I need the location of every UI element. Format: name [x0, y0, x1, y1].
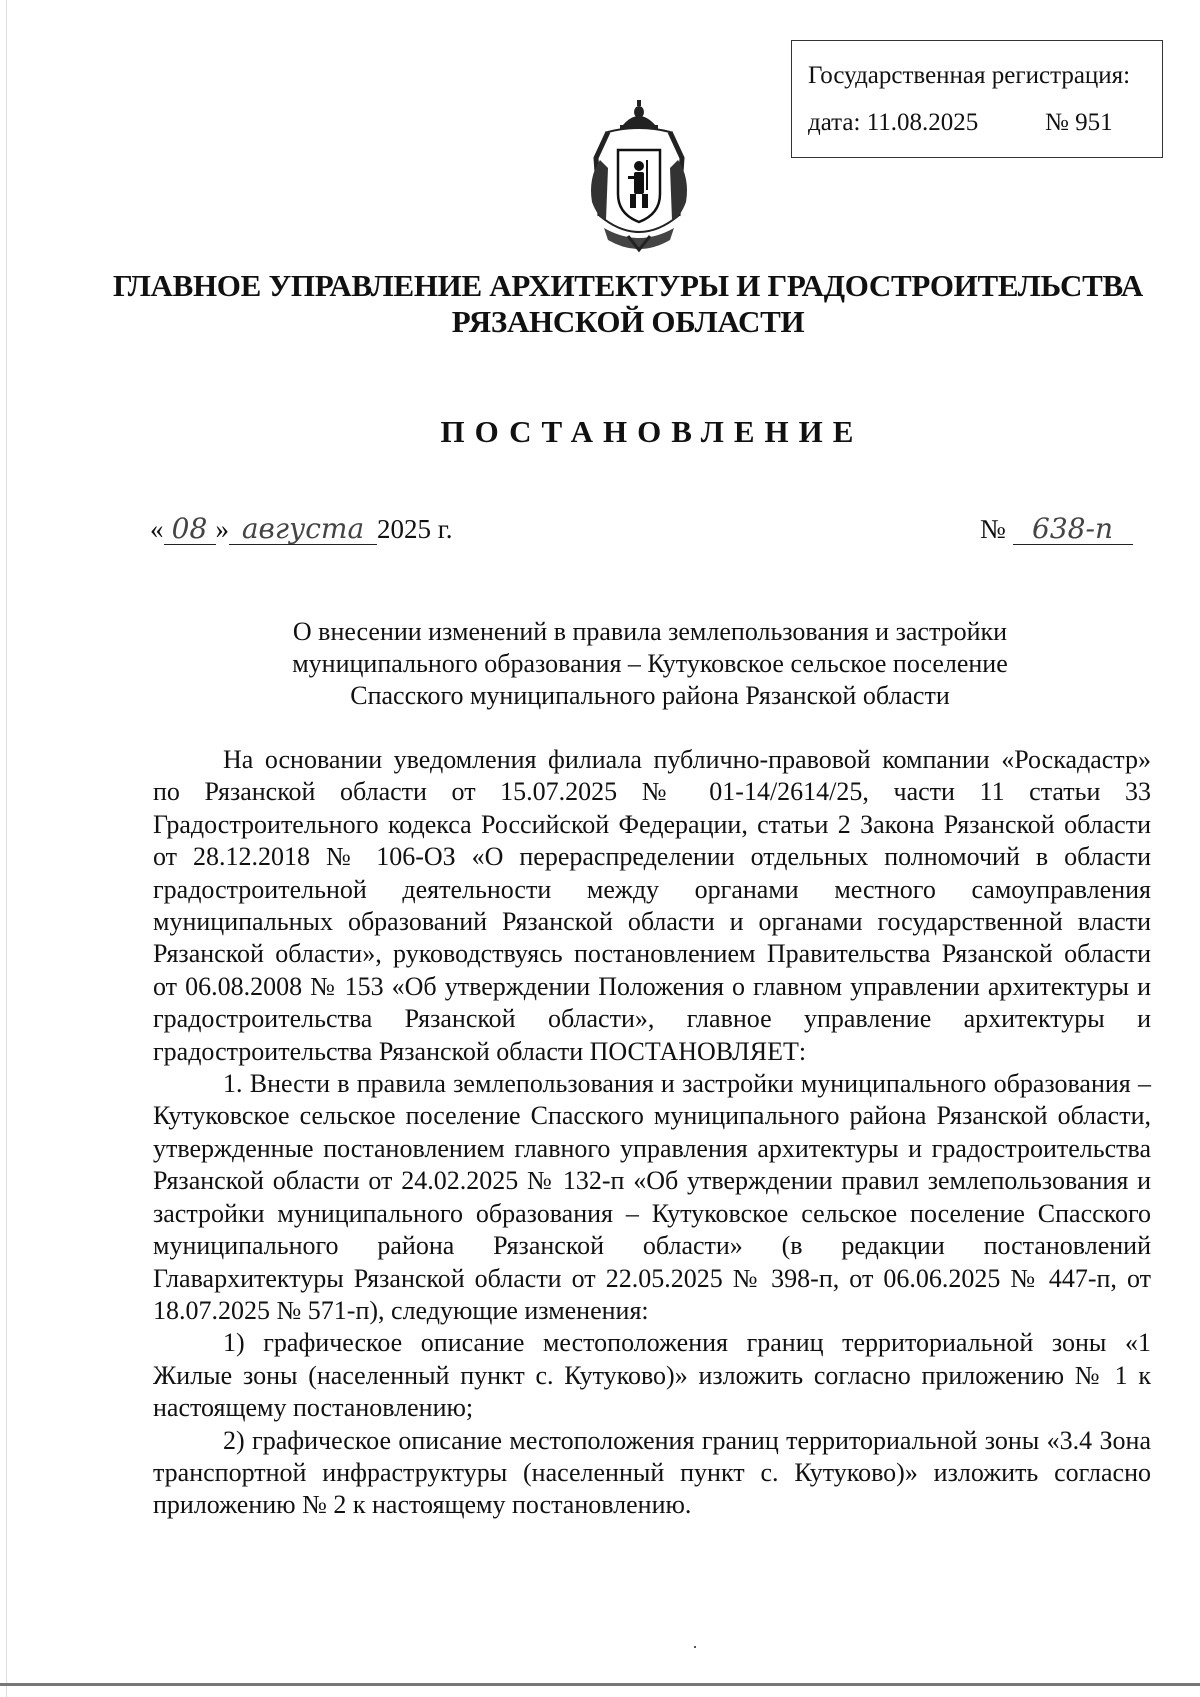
scan-edge [6, 0, 7, 1697]
item-1-paragraph: 1. Внести в правила землепользования и застройки муниципального образования – Кутуковское сельское поселение Спасского муниципального района Рязанской области, утвержденные постановлением главного управления архитектуры и градостроительства Рязанской области от 24.02.2025 № 132-п «Об утверждении правил землепользования и застройки муниципального образования – Кутуковское сельское поселение Спасского муниципального района Рязанской области» (в редакции постановлений Главархитектуры Рязанской области от 22.05.2025 № 398-п, от 06.06.2025 № 447-п, от 18.07.2025 № 571-п), следующие изменения: [153, 1069, 1151, 1325]
agency-heading [0, 268, 1200, 340]
agency-line-1: ГЛАВНОЕ УПРАВЛЕНИЕ АРХИТЕКТУРЫ И ГРАДОСТРОИТЕЛЬСТВА [112, 268, 1143, 303]
number-sign: № [980, 514, 1006, 544]
subject-line-1: О внесении изменений в правила землепользования и застройки [292, 617, 1008, 646]
document-number [980, 514, 1133, 545]
registration-title: Государственная регистрация: [808, 62, 1131, 89]
date-open-quote: « [150, 514, 164, 544]
subject-line-3: Спасского муниципального района Рязанской области [350, 681, 950, 710]
subitem-2-paragraph: 2) графическое описание местоположения границ территориальной зоны «3.4 Зона транспортной инфраструктуры (населенный пункт с. Кутуково)» изложить согласно приложению № 2 к настоящему постановлению. [153, 1425, 1151, 1520]
handwritten-day: 08 [164, 514, 216, 545]
agency-line-2: РЯЗАНСКОЙ ОБЛАСТИ [451, 304, 805, 339]
document-subject [150, 616, 1150, 712]
document-type-heading: ПОСТАНОВЛЕНИЕ [440, 414, 864, 449]
scan-speck [694, 1646, 696, 1648]
subitem-1-paragraph: 1) графическое описание местоположения границ территориальной зоны «1 Жилые зоны (населенный пункт с. Кутуково)» изложить согласно приложению № 1 к настоящему постановлению; [153, 1328, 1151, 1423]
handwritten-month: августа [229, 514, 377, 545]
ryazan-coat-of-arms-icon [578, 98, 700, 258]
date-year: 2025 г. [377, 514, 453, 544]
handwritten-number: 638-п [1013, 514, 1133, 545]
document-date [150, 514, 453, 545]
date-close-quote: » [215, 514, 229, 544]
document-body [153, 744, 1151, 1522]
registration-number: № 951 [1045, 109, 1113, 136]
registration-date: дата: 11.08.2025 [808, 109, 979, 136]
page-bottom-edge [0, 1683, 1200, 1686]
subject-line-2: муниципального образования – Кутуковское сельское поселение [292, 649, 1008, 678]
preamble-paragraph: На основании уведомления филиала публично-правовой компании «Роскадастр» по Рязанской области от 15.07.2025 № 01-14/2614/25, части 11 статьи 33 Градостроительного кодекса Российской Федерации, статьи 2 Закона Рязанской области от 28.12.2018 № 106-ОЗ «О перераспределении отдельных полномочий в области градостроительной деятельности между органами местного самоуправления муниципальных образований Рязанской области и органами государственной власти Рязанской области», руководствуясь постановлением Правительства Рязанской области от 06.08.2008 № 153 «Об утверждении Положения о главном управлении архитектуры и градостроительства Рязанской области», главное управление архитектуры и градостроительства Рязанской области ПОСТАНОВЛЯЕТ: [153, 745, 1151, 1066]
registration-stamp [791, 40, 1163, 158]
